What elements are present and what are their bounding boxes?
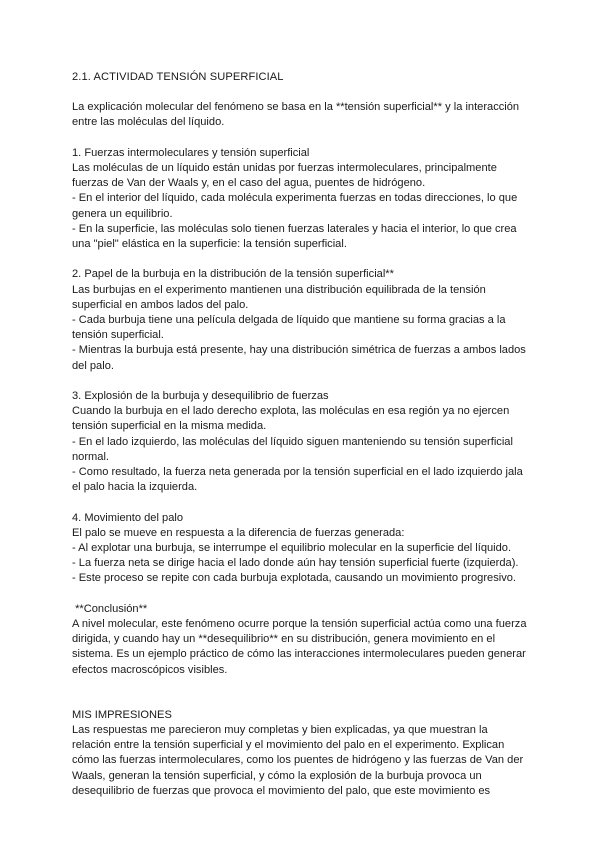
impressions-line: relación entre la tensión superficial y el movimiento del palo en el experimento. Explican — [72, 739, 505, 752]
section-line: - Como resultado, la fuerza neta generada por la tensión superficial en el lado izquierdo jala — [72, 466, 523, 479]
section-line: Las moléculas de un líquido están unidas por fuerzas intermoleculares, principalmente — [72, 162, 497, 174]
section-line: genera un equilibrio. — [72, 207, 173, 220]
section-line: - En el lado izquierdo, las moléculas del líquido siguen manteniendo su tensión superficial — [72, 435, 513, 448]
section-line: sistema. Es un ejemplo práctico de cómo las interacciones intermoleculares pueden generar — [72, 648, 526, 661]
section-movimiento-palo — [72, 511, 542, 587]
section-line: - Mientras la burbuja está presente, hay una distribución simétrica de fuerzas a ambos lados — [72, 344, 526, 357]
intro-line: La explicación molecular del fenómeno se basa en la **tensión superficial** y la interacción — [72, 101, 520, 114]
section-papel-burbuja — [72, 267, 542, 373]
intro-line: entre las moléculas del líquido. — [72, 116, 225, 129]
section-line: Las burbujas en el experimento mantienen una distribución equilibrada de la tensión — [72, 283, 486, 296]
section-heading: **Conclusión** — [72, 602, 148, 615]
section-fuerzas-intermoleculares — [72, 146, 542, 252]
section-line: normal. — [72, 450, 109, 463]
section-line: superficial en ambos lados del palo. — [72, 298, 249, 311]
section-line: - En el interior del líquido, cada molécula experimenta fuerzas en todas direcciones, lo que — [72, 192, 518, 205]
section-heading: 4. Movimiento del palo — [72, 511, 183, 524]
section-line: El palo se mueve en respuesta a la diferencia de fuerzas generada: — [72, 526, 405, 539]
impressions-line: Waals, generan la tensión superficial, y cómo la explosión de la burbuja provoca un — [72, 769, 482, 782]
section-line: fuerzas de Van der Waals y, en el caso del agua, puentes de hidrógeno. — [72, 177, 426, 190]
section-line: el palo hacia la izquierda. — [72, 481, 198, 494]
section-line: - Al explotar una burbuja, se interrumpe el equilibrio molecular en la superficie del líquido. — [72, 542, 512, 555]
section-line: Cuando la burbuja en el lado derecho explota, las moléculas en esa región ya no ejercen — [72, 405, 510, 418]
section-heading: 2. Papel de la burbuja en la distribución de la tensión superficial** — [72, 268, 394, 281]
impressions-heading: MIS IMPRESIONES — [72, 708, 172, 721]
section-line: efectos macroscópicos visibles. — [72, 663, 228, 676]
section-heading: 3. Explosión de la burbuja y desequilibrio de fuerzas — [72, 390, 329, 403]
section-heading: 1. Fuerzas intermoleculares y tensión superficial — [72, 146, 310, 159]
section-line: - Este proceso se repite con cada burbuja explotada, causando un movimiento progresivo. — [72, 572, 517, 585]
section-line: A nivel molecular, este fenómeno ocurre porque la tensión superficial actúa como una fuerza — [72, 618, 527, 631]
section-conclusion — [72, 602, 542, 678]
section-line: - La fuerza neta se dirige hacia el lado donde aún hay tensión superficial fuerte (izquierda). — [72, 557, 519, 570]
section-line: tensión superficial en la misma medida. — [72, 420, 267, 433]
impressions-line: cómo las fuerzas intermoleculares, como los puentes de hidrógeno y las fuerzas de Van der — [72, 754, 524, 767]
section-line: tensión superficial. — [72, 329, 164, 342]
section-mis-impresiones — [72, 708, 542, 799]
intro-paragraph — [72, 100, 542, 130]
impressions-line: Las respuestas me parecieron muy completas y bien explicadas, ya que muestran la — [72, 724, 488, 737]
section-explosion-burbuja — [72, 389, 542, 495]
section-line: una "piel" elástica en la superficie: la tensión superficial. — [72, 238, 347, 251]
impressions-line: desequilibrio de fuerzas que provoca el movimiento del palo, que este movimiento es — [72, 784, 491, 797]
section-line: dirigida, y cuando hay un **desequilibrio** en su distribución, genera movimiento en el — [72, 633, 496, 646]
document-title: 2.1. ACTIVIDAD TENSIÓN SUPERFICIAL — [72, 71, 284, 83]
section-line: del palo. — [72, 359, 114, 372]
document-page — [72, 70, 542, 799]
section-line: - En la superficie, las moléculas solo tienen fuerzas laterales y hacia el interior, lo que crea — [72, 222, 517, 235]
section-line: - Cada burbuja tiene una película delgada de líquido que mantiene su forma gracias a la — [72, 314, 506, 327]
